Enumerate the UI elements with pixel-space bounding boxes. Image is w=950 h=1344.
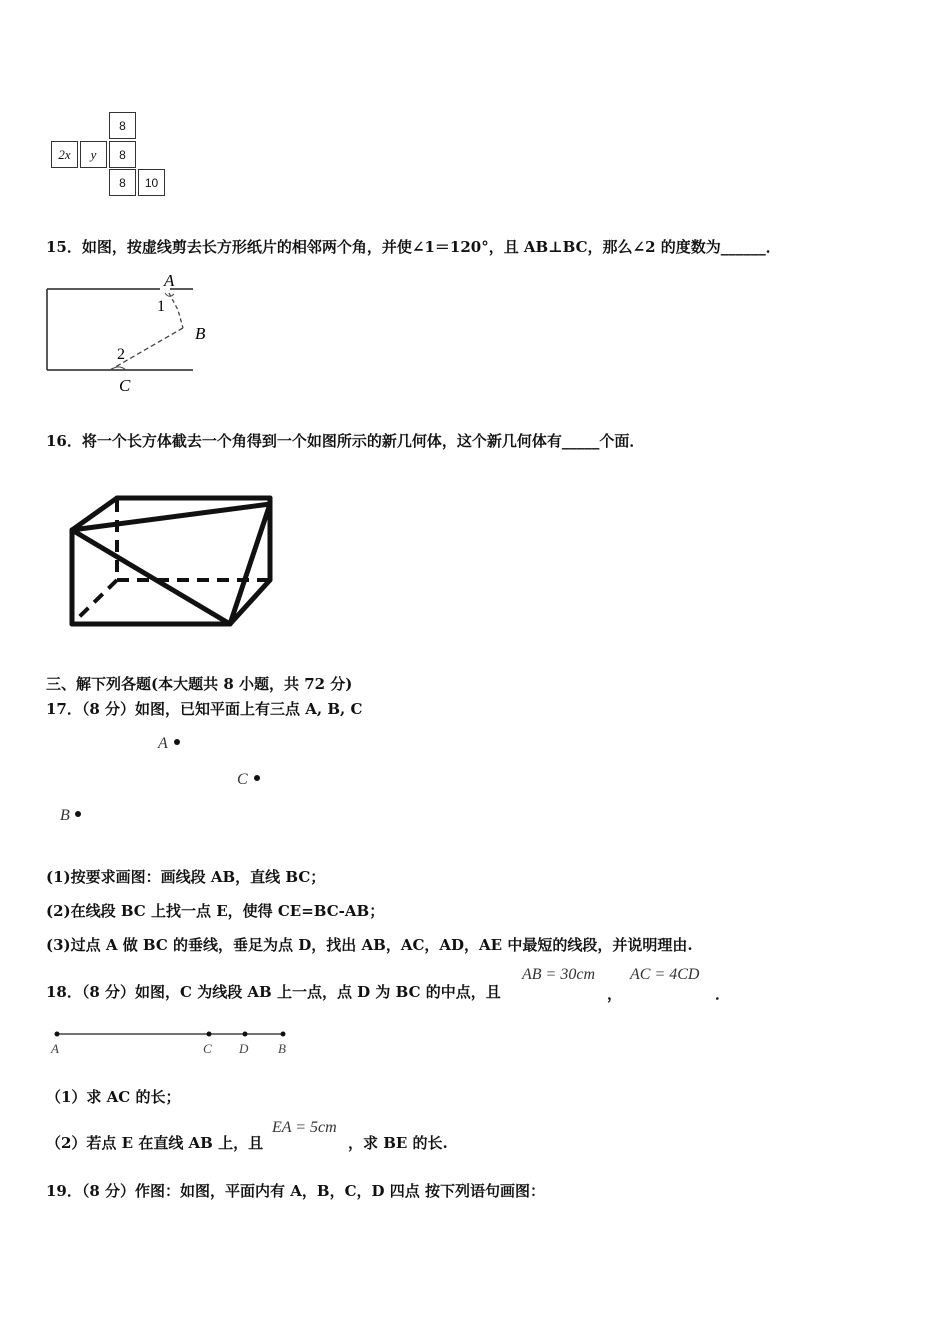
label-a: A [51,1041,59,1056]
label-d: D [239,1041,249,1056]
point-b-label: B [60,807,70,824]
label-c: C [119,376,131,395]
question-18-part-2-end: ，求 BE 的长. [348,1134,448,1152]
question-17-part-2: (2)在线段 BC 上找一点 E，使得 CE=BC-AB； [46,902,385,920]
hidden-edge [74,580,117,622]
question-17-part-3: (3)过点 A 做 BC 的垂线，垂足为点 D，找出 AB，AC，AD，AE 中最短的线段，并说明理由. [46,936,693,954]
point-b [75,811,81,817]
net-cell: 8 [109,112,136,139]
q16-figure [60,488,285,636]
point-a-label: A [158,735,168,752]
net-cell: 8 [109,141,136,168]
formula-ea: EA = 5cm [272,1119,337,1136]
formula-ac: AC = 4CD [630,966,700,983]
net-cell: y [80,141,107,168]
question-19-text: 19．（8 分）作图：如图，平面内有 A，B，C，D 四点 按下列语句画图： [46,1182,545,1200]
point-c [207,1032,212,1037]
net-cell: 10 [138,169,165,196]
edge [230,504,270,624]
question-16-text: 16．将一个长方体截去一个角得到一个如图所示的新几何体，这个新几何体有_____个面． [46,432,645,450]
label-b: B [195,324,206,343]
point-c [254,775,260,781]
net-cell: 8 [109,169,136,196]
formula-separator: ， [607,985,623,1003]
edge [72,530,230,624]
question-18-part-1: （1）求 AC 的长； [46,1088,181,1106]
cut-line-ab [169,293,183,328]
question-17-part-1: (1)按要求画图：画线段 AB，直线 BC； [46,868,326,886]
label-2: 2 [117,346,125,363]
point-c-label: C [237,771,248,788]
point-b [281,1032,286,1037]
point-a [174,739,180,745]
q17-points-figure [50,725,290,835]
point-a [55,1032,60,1037]
sentence-end: ． [715,985,731,1003]
question-17-text: 17．（8 分）如图，已知平面上有三点 A, B, C [46,700,363,718]
formula-ab: AB = 30cm [522,966,595,983]
point-d [243,1032,248,1037]
label-1: 1 [157,298,165,315]
label-c: C [203,1041,212,1056]
label-a: A [164,271,175,290]
question-15-text: 15．如图，按虚线剪去长方形纸片的相邻两个角，并使∠1＝120°，且 AB⊥BC，那么∠2 的度数为______． [46,238,781,256]
question-18-text: 18．（8 分）如图，C 为线段 AB 上一点，点 D 为 BC 的中点，且 [46,983,501,1001]
q15-figure [40,266,210,396]
label-b: B [278,1041,286,1056]
question-18-part-2-start: （2）若点 E 在直线 AB 上，且 [46,1134,264,1152]
q18-segment-figure [45,1024,305,1060]
section-3-title: 三、解下列各题(本大题共 8 小题，共 72 分) [46,675,353,693]
net-cell: 2x [51,141,78,168]
